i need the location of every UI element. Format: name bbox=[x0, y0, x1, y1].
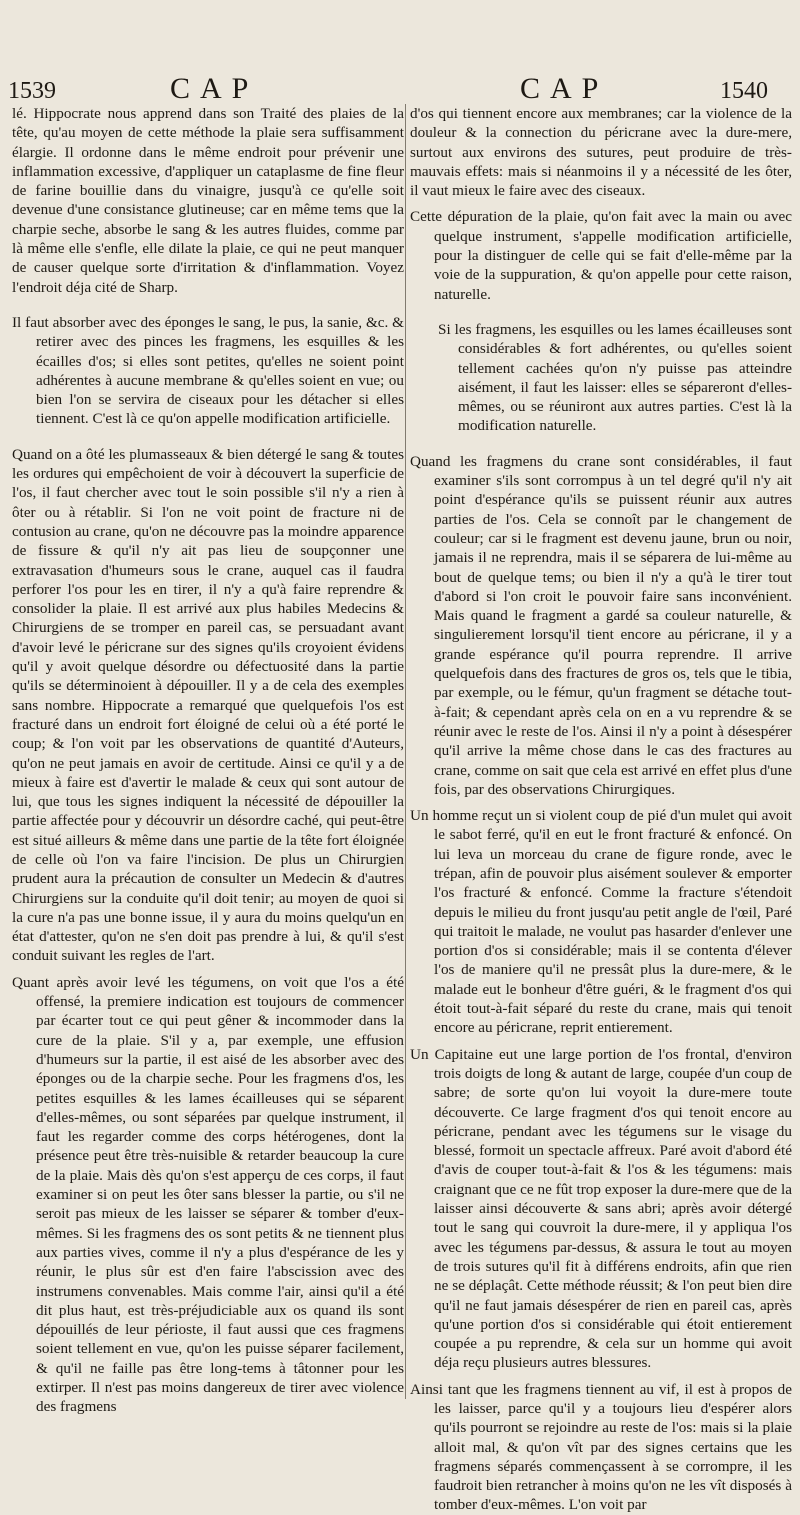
right-page-number: 1540 bbox=[720, 78, 768, 104]
paragraph: Si les fragmens, les esquilles ou les lames écailleuses sont considérables & fort adhérentes, ou qu'elles soient tellement cachées qu'on n'y puisse pas atteindre aisément, il faut les laisser: elles se sépareront d'elles-mêmes, ou se réuniront aux autres parties. C'est là la modification naturelle. bbox=[438, 320, 792, 435]
paragraph: Cette dépuration de la plaie, qu'on fait avec la main ou avec quelque instrument, s'appelle modification artificielle, pour la distinguer de celle qui se fait d'elle-même par la voie de la suppuration, & qu'on appelle pour cette raison, naturelle. bbox=[410, 208, 792, 303]
paragraph: lé. Hippocrate nous apprend dans son Traité des plaies de la tête, qu'au moyen de cette méthode la plaie sera suffisamment élargie. Il ordonne dans le même endroit pour prévenir une inflammation excessive, d'appliquer un cataplasme de fine fleur de farine bouillie dans du vinaigre, jusqu'à ce qu'elle soit devenue d'une consistance glutineuse; car en même tems que la charpie seche, absorbe le sang & les autres fluides, comme par là même elle s'enfle, elle dilate la plaie, ce qui ne peut manquer de causer quelque sorte d'irritation & d'inflammation. Voyez l'endroit déja cité de Sharp. bbox=[12, 105, 404, 296]
left-running-head: CAP bbox=[170, 72, 259, 105]
paragraph: Un Capitaine eut une large portion de l'os frontal, d'environ trois doigts de long & autant de large, coupée d'un coup de sabre; de sorte qu'on lui voyoit la dure-mere toute découverte. Ce large fragment d'os qui tenoit encore au péricrane, pendant avec les tégumens sur le visage du blessé, formoit un spectacle affreux. Paré avoit d'abord été d'avis de couper tout-à-fait & l'os & les tégumens: mais craignant que ce ne fût trop exposer la dure-mere que de la laisser ainsi découverte & sans abri; après avoir détergé tout le sang qui couvroit la dure-mere, il y appliqua l'os avec les tégumens par-dessus, & assura le tout au moyen de trois sutures qu'il fit à différens endroits, afin que rien ne se déplaçât. Cette méthode réussit; & l'on peut bien dire qu'il ne faut jamais désespérer de rien en pareil cas, après qu'une portion d'os si considérable qui étoit entierement coupée a pu reprendre, & cela sur un homme qui avoit déja reçu plusieurs autres blessures. bbox=[410, 1045, 792, 1372]
paragraph: Quand on a ôté les plumasseaux & bien détergé le sang & toutes les ordures qui empêchoient de voir à découvert la superficie de l'os, il faut chercher avec tout le soin possible s'il n'y a rien à ôter ou à rétablir. Si l'on ne voit point de fracture ni de contusion au crane, qu'on ne découvre pas la moindre apparence de fissure & qu'il n'y ait pas lieu de soupçonner une extravasation d'humeurs sous le crane, auquel cas il faudra perforer l'os pour les en tirer, il n'y a qu'à faire reprendre & consolider la plaie. Il est arrivé aux plus habiles Medecins & Chirurgiens de se tromper en pareil cas, se persuadant avant d'avoir levé le péricrane sur des signes qu'ils croyoient évidens qu'il y avoit quelque désordre ou défectuosité dans la partie qu'ils se déterminoient à dépouiller. Il y a de cela des exemples sans nombre. Hippocrate a remarqué que quelquefois l'os est fracturé dans un endroit fort éloigné de celui où a été porté le coup; & l'on voit par les observations de quantité d'Auteurs, qu'on ne peut jamais en avoir de certitude. Ainsi ce qu'il y a de mieux à faire est d'avertir le malade & ceux qui sont autour de lui, que tous les signes indiquent la nécessité de dépouiller la partie affectée pour y découvrir un désordre caché, qui peut-être est situé ailleurs & même dans une partie de la tête fort éloignée de celle où l'on va faire l'incision. De plus un Chirurgien prudent aura la précaution de consulter un Medecin & d'autres Chirurgiens sur la conduite qu'il doit tenir; au moyen de quoi si la cure n'a pas une bonne issue, il y aura du moins quelqu'un en état d'attester, qu'on ne s'en doit pas prendre à lui, & qu'il s'est conduit suivant les regles de l'art. bbox=[12, 445, 404, 965]
right-running-head: CAP bbox=[520, 72, 609, 105]
left-column bbox=[12, 104, 404, 1416]
paragraph: Quand les fragmens du crane sont considérables, il faut examiner s'ils sont corrompus à un tel degré qu'il n'y ait point d'espérance qu'ils se puissent réunir aux autres parties de l'os. Cela se connoît par le changement de couleur; car si le fragment est devenu jaune, brun ou noir, jamais il ne reprendra, mais il se séparera de lui-même au bout de quelque tems; ou bien il n'y a qu'à le tirer tout d'abord si l'on croit le pouvoir faire sans inconvénient. Mais quand le fragment a gardé sa couleur naturelle, & singulierement lorsqu'il tient encore au péricrane, il y a grande espérance qu'il pourra reprendre. Il arrive quelquefois dans des fractures de gros os, tels que le tibia, par exemple, ou le fémur, qu'un fragment se détache tout-à-fait; & cependant après cela on en a vu reprendre & se réunir avec le reste de l'os. Ainsi il n'y a point à désespérer qu'il arrive la même chose dans le cas des fractures au crane, comme on sait que cela est arrivé en effet plus d'une fois, par des observations Chirurgiques. bbox=[410, 452, 792, 798]
left-page-number: 1539 bbox=[8, 78, 56, 104]
paragraph: Il faut absorber avec des éponges le sang, le pus, la sanie, &c. & retirer avec des pinces les fragmens, les esquilles & les écailles d'os; si elles sont petites, qu'elles ne soient point adhérentes à aucune membrane & qu'elles soient en vue; ou bien l'on se servira de ciseaux pour les détacher si elles tiennent. C'est là ce qu'on appelle modification artificielle. bbox=[12, 313, 404, 428]
right-column bbox=[410, 104, 792, 1514]
paragraph: d'os qui tiennent encore aux membranes; car la violence de la douleur & la connection du péricrane avec la dure-mere, surtout aux environs des sutures, peut produire de très-mauvais effets: mais si néanmoins il y a nécessité de les ôter, il vaut mieux le faire avec des ciseaux. bbox=[410, 105, 792, 200]
column-divider bbox=[405, 104, 406, 1399]
paragraph: Quant après avoir levé les tégumens, on voit que l'os a été offensé, la premiere indication est toujours de commencer par écarter tout ce qui peut gêner & incommoder dans la cure de la plaie. S'il y a, par exemple, une effusion d'humeurs sur la partie, il est aisé de les absorber avec des éponges ou de la charpie seche. Pour les fragmens d'os, les petites esquilles & les lames écailleuses qui se séparent d'elles-mêmes, ou sont séparées par quelque instrument, il faut les regarder comme des corps hétérogenes, dont la présence peut être très-nuisible & retarder beaucoup la cure de la plaie. Mais dès qu'on s'est apperçu de ces corps, il faut examiner si on peut les ôter sans blesser la partie, ou s'il ne seroit pas mieux de les laisser se séparer & tomber d'eux-mêmes. Si les fragmens des os sont petits & ne tiennent plus aux parties vives, comme il n'y a plus d'espérance de les y réunir, le plus sûr est d'en faire l'abscission avec des instrumens convenables. Mais comme l'air, ainsi qu'il a été dit plus haut, est très-préjudiciable aux os quand ils sont dépouillés de leur périoste, il faut aussi que ces fragmens soient tellement en vue, qu'on les puisse séparer facilement, & qu'il ne faille pas être long-tems à tâtonner pour les extirper. Il n'est pas moins dangereux de tirer avec violence des fragmens bbox=[12, 973, 404, 1416]
paragraph: Un homme reçut un si violent coup de pié d'un mulet qui avoit le sabot ferré, qu'il en eut le front fracturé & enfoncé. On lui leva un morceau du crane de figure ronde, avec le trépan, afin de pouvoir plus aisément soulever & emporter l'os fracturé & enfoncé. Comme la fracture s'étendoit depuis le milieu du front jusqu'au petit angle de l'œil, Paré qui traitoit le malade, ne voulut pas hasarder d'enlever une portion d'os si considérable; mais il se contenta d'élever l'os de maniere qu'il ne pressât plus la dure-mere, & le malade eut le bonheur d'être guéri, & le fragment d'os qui étoit tout-à-fait séparé du reste du crane, mais qui tenoit encore au péricrane, reprit entierement. bbox=[410, 807, 792, 1037]
paragraph: Ainsi tant que les fragmens tiennent au vif, il est à propos de les laisser, parce qu'il y a toujours lieu d'espérer alors qu'ils pourront se rejoindre au reste de l'os: mais si la plaie alloit mal, & qu'on vît par des signes certains que les fragmens séparés commençassent à se corrompre, il les faudroit bien retrancher à moins qu'on ne les vît disposés à tomber d'eux-mêmes. L'on voit par bbox=[410, 1380, 792, 1514]
page-header bbox=[0, 72, 800, 108]
